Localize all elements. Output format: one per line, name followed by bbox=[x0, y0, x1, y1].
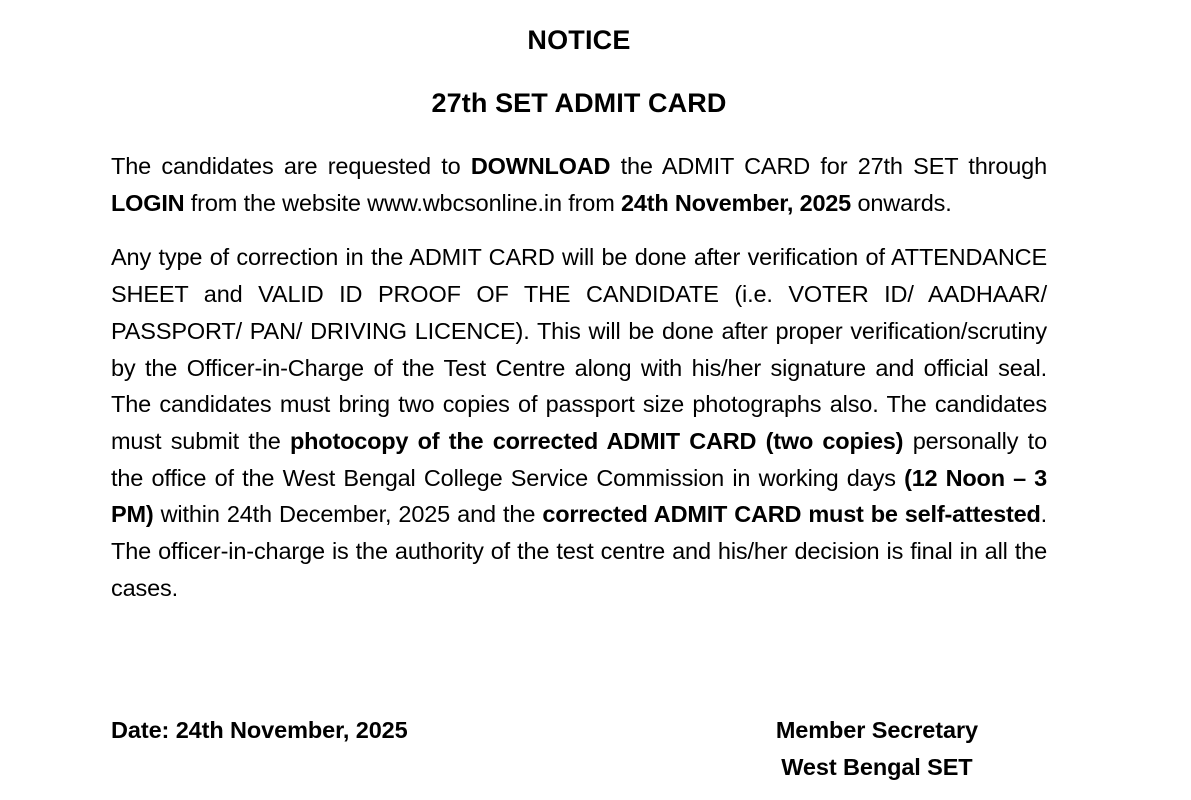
notice-content bbox=[111, 0, 1047, 606]
signatory-organisation: West Bengal SET bbox=[781, 754, 973, 780]
notice-footer bbox=[111, 712, 1047, 786]
page-subtitle: 27th SET ADMIT CARD bbox=[431, 88, 727, 118]
notice-paragraph-2: Any type of correction in the ADMIT CARD will be done after verification of ATTENDANCE SHEET and VALID ID PROOF OF THE CANDIDATE (i.e. VOTER ID/ AADHAAR/ PASSPORT/ PAN/ DRIVING LICENCE). This will be done after proper verification/scrutiny by the Officer-in-Charge of the Test Centre along with his/her signature and official seal. The candidates must bring two copies of passport size photographs also. The candidates must submit the photocopy of the corrected ADMIT CARD (two copies) personally to the office of the West Bengal College Service Commission in working days (12 Noon – 3 PM) within 24th December, 2025 and the corrected ADMIT CARD must be self-attested. The officer-in-charge is the authority of the test centre and his/her decision is final in all the cases. bbox=[111, 244, 1048, 601]
notice-date: Date: 24th November, 2025 bbox=[111, 717, 408, 743]
notice-paragraph-1: The candidates are requested to DOWNLOAD the ADMIT CARD for 27th SET through LOGIN from the website www.wbcsonline.in from 24th November, 2025 onwards. bbox=[111, 153, 1047, 216]
signature-block bbox=[776, 712, 1047, 786]
page-title: NOTICE bbox=[527, 25, 631, 55]
signatory-title: Member Secretary bbox=[775, 717, 978, 743]
